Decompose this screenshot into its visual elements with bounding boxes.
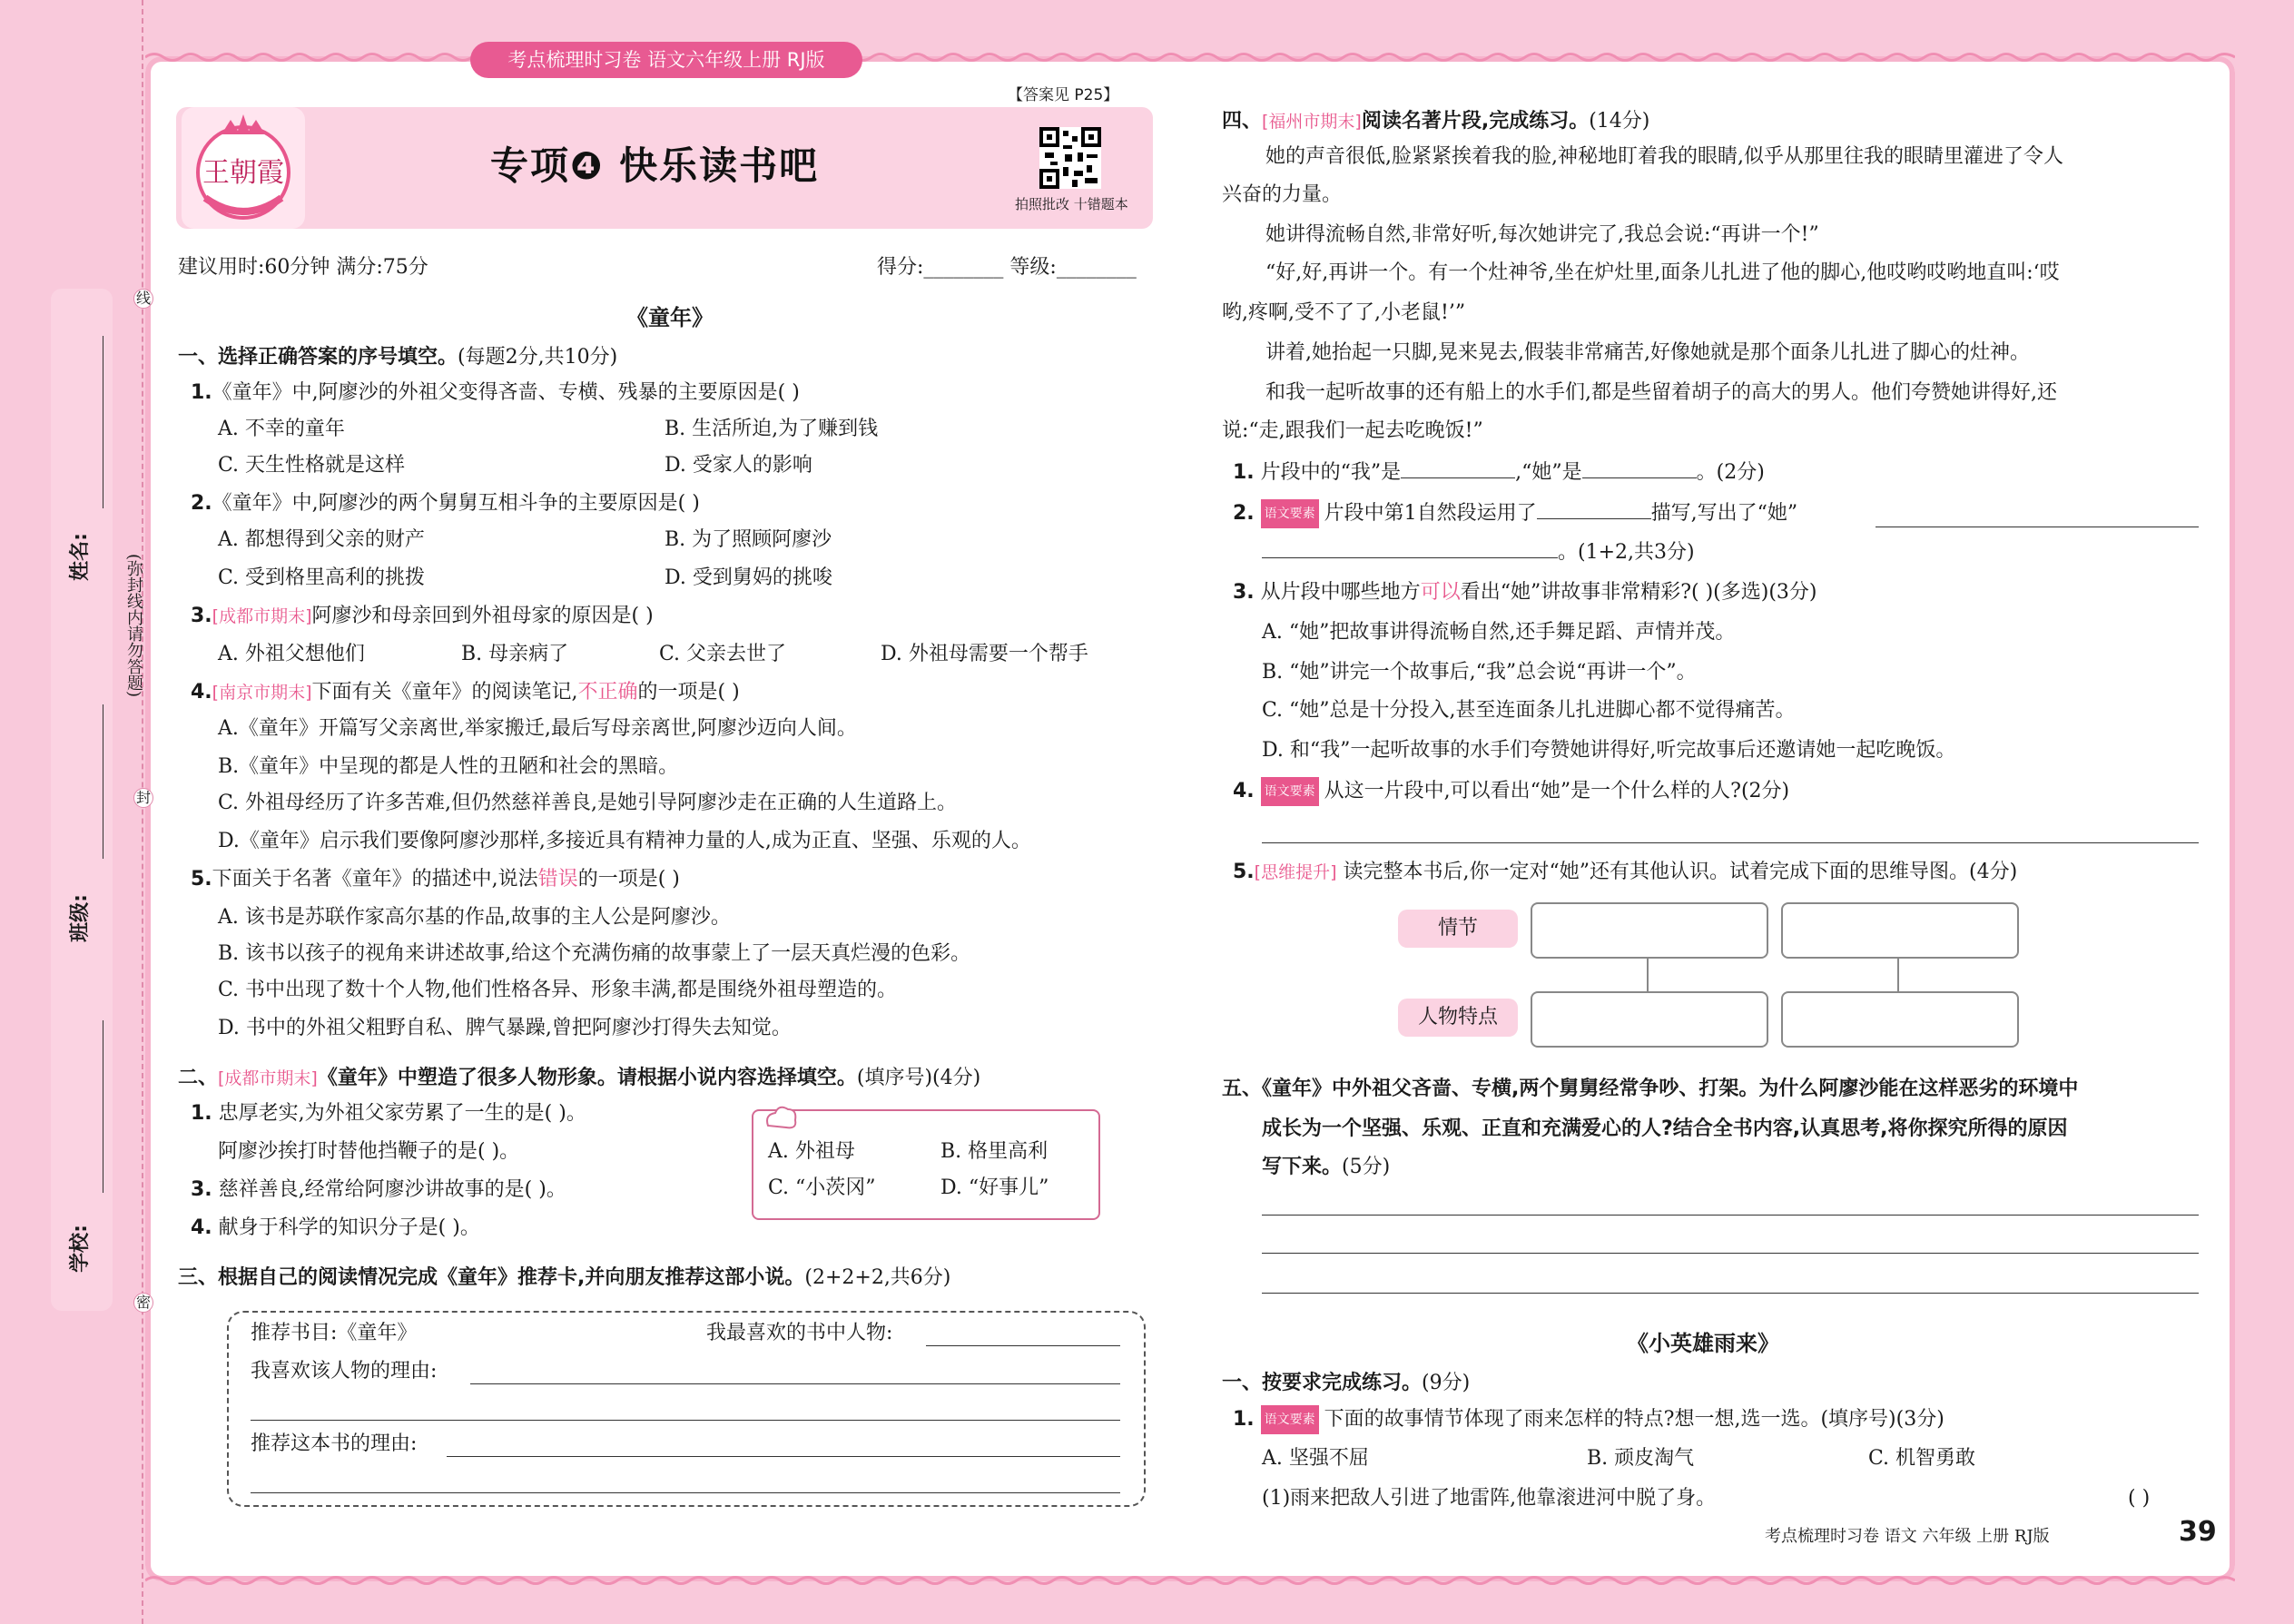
card-reason1-field[interactable] bbox=[470, 1383, 1120, 1384]
question-3: 3.[成都市期末]阿廖沙和母亲回到外祖母家的原因是( ) bbox=[191, 605, 654, 627]
s2-option-d[interactable]: D. “好事儿” bbox=[940, 1176, 1049, 1199]
s5-answer-line-2[interactable] bbox=[1262, 1253, 2199, 1254]
r-question-5: 5.[思维提升] 读完整本书后,你一定对“她”还有其他认识。试着完成下面的思维导图。(4分) bbox=[1233, 861, 2018, 883]
book-title-little-hero: 《小英雄雨来》 bbox=[1627, 1331, 1779, 1356]
s2-option-c[interactable]: C. “小茨冈” bbox=[768, 1176, 876, 1199]
passage-p5a: 和我一起听故事的还有船上的水手们,都是些留着胡子的高大的男人。他们夸赞她讲得好,还 bbox=[1265, 381, 2057, 404]
q5-option-d[interactable]: D. 书中的外祖父粗野自私、脾气暴躁,曾把阿廖沙打得失去知觉。 bbox=[218, 1017, 792, 1039]
card-reason1-field-2[interactable] bbox=[251, 1420, 1120, 1421]
card-reason2-field-2[interactable] bbox=[251, 1492, 1120, 1493]
r-question-1: 1. 片段中的“我”是 ,“她”是 。(2分) bbox=[1233, 461, 1765, 484]
q4-option-d[interactable]: D.《童年》启示我们要像阿廖沙那样,多接近具有精神力量的人,成为正直、坚强、乐观的人。 bbox=[218, 830, 1031, 852]
cloud-doodle-icon bbox=[763, 1102, 799, 1133]
q1-option-d[interactable]: D. 受家人的影响 bbox=[665, 454, 812, 477]
class-label: 班级: bbox=[68, 894, 92, 942]
qr-caption: 拍照批改 十错题本 bbox=[1015, 196, 1128, 212]
card-reason2-label: 推荐这本书的理由: bbox=[251, 1432, 418, 1455]
passage-p3a: “好,好,再讲一个。有一个灶神爷,坐在炉灶里,面条儿扎进了他的脚心,他哎哟哎哟地直叫:‘哎 bbox=[1265, 261, 2060, 284]
s2-question-4: 4. 献身于科学的知识分子是( )。 bbox=[191, 1216, 480, 1239]
section-3-title: 三、根据自己的阅读情况完成《童年》推荐卡,并向朋友推荐这部小说。(2+2+2,共6分) bbox=[178, 1266, 951, 1289]
page-title: 专项❹ 快乐读书吧 bbox=[490, 143, 820, 188]
q3-option-c[interactable]: C. 父亲去世了 bbox=[659, 643, 787, 665]
passage-p1a: 她的声音很低,脸紧紧挨着我的脸,神秘地盯着我的眼睛,似乎从那里往我的眼睛里灌进了令人 bbox=[1265, 145, 2063, 168]
s6-option-c[interactable]: C. 机智勇敢 bbox=[1868, 1447, 1976, 1470]
q2-option-b[interactable]: B. 为了照顾阿廖沙 bbox=[665, 528, 832, 551]
s6-option-a[interactable]: A. 坚强不屈 bbox=[1262, 1447, 1369, 1470]
logo-text: 王朝霞 bbox=[202, 157, 284, 189]
question-2: 2.《童年》中,阿廖沙的两个舅舅互相斗争的主要原因是( ) bbox=[191, 492, 700, 515]
card-book: 推荐书目:《童年》 bbox=[251, 1322, 418, 1344]
r-q4-answer-line[interactable] bbox=[1262, 842, 2199, 843]
mind-map-connector-1 bbox=[1647, 957, 1649, 991]
s6-option-b[interactable]: B. 顽皮淘气 bbox=[1587, 1447, 1695, 1470]
mind-map-connector-2 bbox=[1897, 957, 1899, 991]
qr-code-icon[interactable] bbox=[1039, 127, 1101, 189]
r-q3-option-c[interactable]: C. “她”总是十分投入,甚至连面条儿扎进脚心都不觉得痛苦。 bbox=[1262, 699, 1796, 722]
card-reason1-label: 我喜欢该人物的理由: bbox=[251, 1360, 438, 1383]
section-1-title: 一、选择正确答案的序号填空。(每题2分,共10分) bbox=[178, 346, 618, 369]
passage-p5b: 说:“走,跟我们一起去吃晚饭!” bbox=[1222, 419, 1483, 442]
series-badge: 考点梳理时习卷 语文六年级上册 RJ版 bbox=[470, 42, 862, 78]
s2-question-3: 3. 慈祥善良,经常给阿廖沙讲故事的是( )。 bbox=[191, 1178, 566, 1201]
question-4: 4.[南京市期末]下面有关《童年》的阅读笔记,不正确的一项是( ) bbox=[191, 681, 740, 704]
card-fav-label: 我最喜欢的书中人物: bbox=[706, 1322, 893, 1344]
section-6-title: 一、按要求完成练习。(9分) bbox=[1222, 1372, 1471, 1394]
q2-option-c[interactable]: C. 受到格里高利的挑拨 bbox=[218, 566, 426, 589]
r-question-2: 2. 语文要素 片段中第1自然段运用了 描写,写出了“她” bbox=[1233, 499, 1797, 528]
seal-char-secret: 密 bbox=[133, 1293, 153, 1313]
book-title-childhood: 《童年》 bbox=[626, 305, 714, 330]
seal-char-line: 线 bbox=[133, 289, 153, 309]
s6-item-1: (1)雨来把敌人引进了地雷阵,他靠滚进河中脱了身。 bbox=[1262, 1487, 1717, 1510]
s5-answer-line-3[interactable] bbox=[1262, 1293, 2199, 1294]
brand-logo bbox=[182, 107, 305, 229]
answer-reference: 【答案见 P25】 bbox=[1008, 86, 1119, 104]
q1-option-a[interactable]: A. 不幸的童年 bbox=[218, 418, 345, 440]
wavy-border-bottom bbox=[145, 1574, 2235, 1587]
q4-option-c[interactable]: C. 外祖母经历了许多苦难,但仍然慈祥善良,是她引导阿廖沙走在正确的人生道路上。 bbox=[218, 792, 958, 814]
seal-note: (弥封线内请勿答题) bbox=[124, 554, 143, 698]
q3-option-a[interactable]: A. 外祖父想他们 bbox=[218, 643, 365, 665]
q4-option-a[interactable]: A.《童年》开篇写父亲离世,举家搬迁,最后写母亲离世,阿廖沙迈向人间。 bbox=[218, 717, 857, 740]
r-q2-cont: 。(1+2,共3分) bbox=[1262, 539, 1695, 566]
question-1: 1.《童年》中,阿廖沙的外祖父变得吝啬、专横、残暴的主要原因是( ) bbox=[191, 381, 800, 404]
wavy-border-top bbox=[145, 51, 2235, 64]
time-and-full-score: 建议用时:60分钟 满分:75分 bbox=[178, 256, 428, 279]
section-5-title-3: 写下来。(5分) bbox=[1262, 1156, 1391, 1178]
card-fav-field[interactable] bbox=[926, 1345, 1120, 1346]
section-4-title: 四、[福州市期末]阅读名著片段,完成练习。(14分) bbox=[1222, 110, 1650, 133]
s2-question-2: 阿廖沙挨打时替他挡鞭子的是( )。 bbox=[218, 1140, 520, 1163]
mind-map-trait-box-2[interactable] bbox=[1781, 991, 2019, 1048]
q5-option-a[interactable]: A. 该书是苏联作家高尔基的作品,故事的主人公是阿廖沙。 bbox=[218, 906, 731, 929]
s2-question-1: 1. 忠厚老实,为外祖父家劳累了一生的是( )。 bbox=[191, 1102, 586, 1125]
passage-p3b: 哟,疼啊,受不了了,小老鼠!’” bbox=[1222, 301, 1466, 324]
mind-map-plot-label: 情节 bbox=[1398, 910, 1518, 948]
q5-option-b[interactable]: B. 该书以孩子的视角来讲述故事,给这个充满伤痛的故事蒙上了一层天真烂漫的色彩。 bbox=[218, 942, 971, 965]
section-5-title: 五、《童年》中外祖父吝啬、专横,两个舅舅经常争吵、打架。为什么阿廖沙能在这样恶劣的环境中 bbox=[1222, 1078, 2079, 1100]
s2-option-a[interactable]: A. 外祖母 bbox=[768, 1140, 855, 1163]
seal-char-seal: 封 bbox=[133, 788, 153, 808]
r-q3-option-a[interactable]: A. “她”把故事讲得流畅自然,还手舞足蹈、声情并茂。 bbox=[1262, 621, 1736, 644]
crown-logo-icon bbox=[182, 107, 305, 229]
mind-map-trait-box-1[interactable] bbox=[1531, 991, 1768, 1048]
footer-series: 考点梳理时习卷 语文 六年级 上册 RJ版 bbox=[1765, 1527, 2050, 1546]
q5-option-c[interactable]: C. 书中出现了数十个人物,他们性格各异、形象丰满,都是围绕外祖母塑造的。 bbox=[218, 979, 898, 1001]
score-and-grade: 得分:________ 等级:________ bbox=[877, 256, 1137, 279]
passage-p2: 她讲得流畅自然,非常好听,每次她讲完了,我总会说:“再讲一个!” bbox=[1265, 223, 1819, 246]
mind-map-plot-box-2[interactable] bbox=[1781, 902, 2019, 959]
q3-option-b[interactable]: B. 母亲病了 bbox=[461, 643, 569, 665]
page-number: 39 bbox=[2179, 1516, 2217, 1548]
binding-dashed-line bbox=[142, 0, 143, 1624]
q3-option-d[interactable]: D. 外祖母需要一个帮手 bbox=[881, 643, 1088, 665]
section-5-title-2: 成长为一个坚强、乐观、正直和充满爱心的人?结合全书内容,认真思考,将你探究所得的原因 bbox=[1262, 1117, 2068, 1140]
s2-option-b[interactable]: B. 格里高利 bbox=[940, 1140, 1049, 1163]
q4-option-b[interactable]: B.《童年》中呈现的都是人性的丑陋和社会的黑暗。 bbox=[218, 755, 679, 778]
card-reason2-field[interactable] bbox=[447, 1456, 1120, 1457]
mind-map-plot-box-1[interactable] bbox=[1531, 902, 1768, 959]
q1-option-b[interactable]: B. 生活所迫,为了赚到钱 bbox=[665, 418, 879, 440]
s5-answer-line-1[interactable] bbox=[1262, 1215, 2199, 1216]
passage-p1b: 兴奋的力量。 bbox=[1222, 183, 1343, 206]
r-question-3: 3. 从片段中哪些地方可以看出“她”讲故事非常精彩?( )(多选)(3分) bbox=[1233, 581, 1817, 604]
s6-question-1: 1. 语文要素 下面的故事情节体现了雨来怎样的特点?想一想,选一选。(填序号)(3分) bbox=[1233, 1405, 1944, 1434]
q2-option-a[interactable]: A. 都想得到父亲的财产 bbox=[218, 528, 425, 551]
q1-option-c[interactable]: C. 天生性格就是这样 bbox=[218, 454, 406, 477]
name-label: 姓名: bbox=[68, 533, 92, 581]
mind-map-trait-label: 人物特点 bbox=[1398, 999, 1518, 1037]
passage-p4: 讲着,她抬起一只脚,晃来晃去,假装非常痛苦,好像她就是那个面条儿扎进了脚心的灶神。 bbox=[1265, 341, 2030, 364]
r-question-4: 4. 语文要素 从这一片段中,可以看出“她”是一个什么样的人?(2分) bbox=[1233, 777, 1789, 806]
section-2-title: 二、[成都市期末]《童年》中塑造了很多人物形象。请根据小说内容选择填空。(填序号)(4分) bbox=[178, 1067, 981, 1089]
school-label: 学校: bbox=[68, 1225, 92, 1273]
r-q3-option-b[interactable]: B. “她”讲完一个故事后,“我”总会说“再讲一个”。 bbox=[1262, 661, 1697, 684]
question-5: 5.下面关于名著《童年》的描述中,说法错误的一项是( ) bbox=[191, 868, 680, 891]
r-q3-option-d[interactable]: D. 和“我”一起听故事的水手们夸赞她讲得好,听完故事后还邀请她一起吃晚饭。 bbox=[1262, 739, 1956, 762]
s6-item-1-answer[interactable]: ( ) bbox=[2128, 1487, 2151, 1510]
q2-option-d[interactable]: D. 受到舅妈的挑唆 bbox=[665, 566, 832, 589]
